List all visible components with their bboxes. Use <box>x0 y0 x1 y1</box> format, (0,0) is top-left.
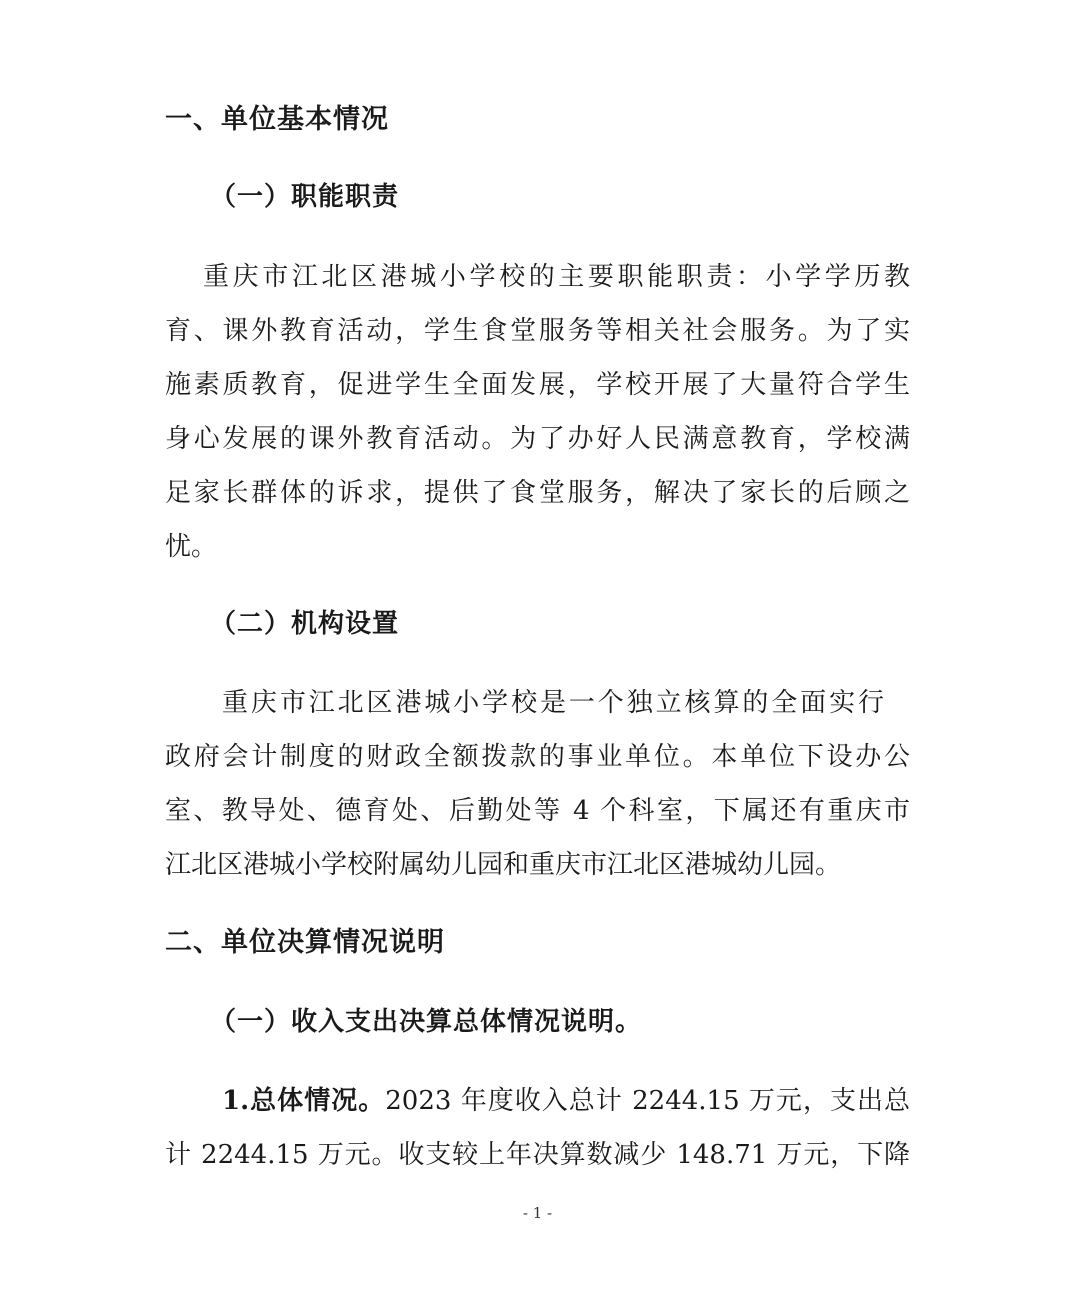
paragraph-line: 计 2244.15 万元。收支较上年决算数减少 148.71 万元，下降 <box>165 1140 910 1170</box>
subheading-functions: （一）职能职责 <box>210 182 400 212</box>
paragraph-line: 忧。 <box>165 532 218 562</box>
paragraph-line <box>222 1080 910 1117</box>
subheading-organization: （二）机构设置 <box>210 609 400 639</box>
paragraph-line: 身心发展的课外教育活动。为了办好人民满意教育，学校满 <box>165 424 910 454</box>
overall-lead: 1.总体情况。 <box>222 1086 386 1116</box>
subheading-income-expense: （一）收入支出决算总体情况说明。 <box>210 1007 643 1037</box>
section-heading-basic-info: 一、单位基本情况 <box>165 104 389 135</box>
paragraph-line: 育、课外教育活动，学生食堂服务等相关社会服务。为了实 <box>165 316 910 346</box>
overall-text: 2023 年度收入总计 2244.15 万元，支出总 <box>385 1086 910 1116</box>
paragraph-line: 政府会计制度的财政全额拨款的事业单位。本单位下设办公 <box>165 742 910 772</box>
paragraph-line: 江北区港城小学校附属幼儿园和重庆市江北区港城幼儿园。 <box>165 850 842 880</box>
paragraph-line: 施素质教育，促进学生全面发展，学校开展了大量符合学生 <box>165 370 910 400</box>
paragraph-line: 重庆市江北区港城小学校是一个独立核算的全面实行 <box>222 688 884 718</box>
page-number: - 1 - <box>522 1204 553 1222</box>
paragraph-line: 重庆市江北区港城小学校的主要职能职责：小学学历教 <box>203 262 910 292</box>
paragraph-line: 足家长群体的诉求，提供了食堂服务，解决了家长的后顾之 <box>165 478 910 508</box>
paragraph-line: 室、教导处、德育处、后勤处等 4 个科室，下属还有重庆市 <box>165 796 910 826</box>
section-heading-final-accounts: 二、单位决算情况说明 <box>165 927 445 958</box>
